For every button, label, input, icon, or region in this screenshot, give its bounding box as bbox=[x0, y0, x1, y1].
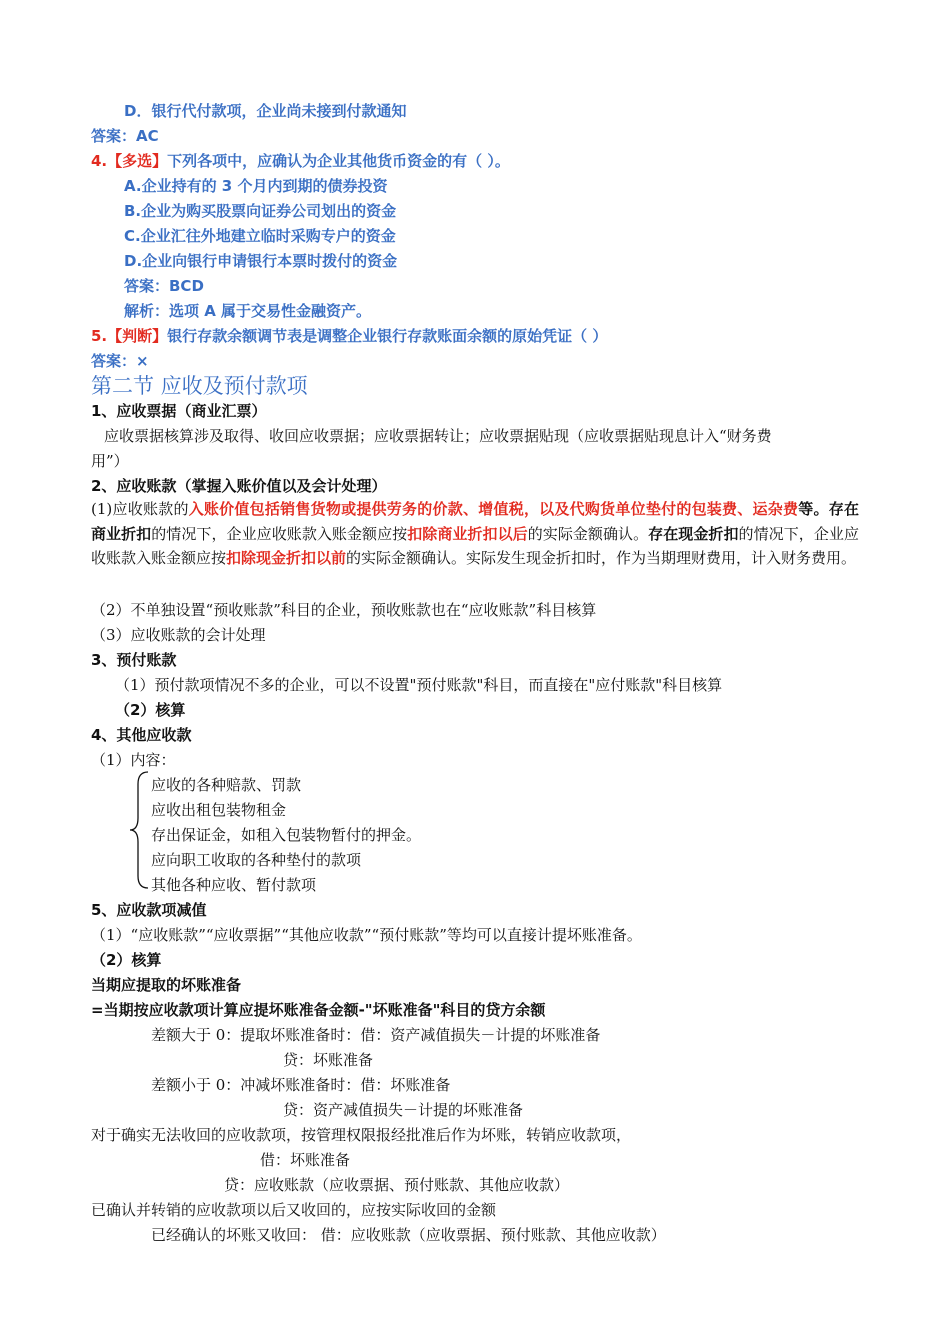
s1-heading: 1、应收票据（商业汇票） bbox=[91, 402, 267, 420]
s5-journal-line: 已确认并转销的应收款项以后又收回的，应按实际收回的金额 bbox=[91, 1201, 497, 1219]
s1-text-line1: 应收票据核算涉及取得、收回应收票据；应收票据转让；应收票据贴现（应收票据贴现息计入“财务费 bbox=[104, 427, 772, 445]
q5-stem: 银行存款余额调节表是调整企业银行存款账面余额的原始凭证（ ） bbox=[167, 327, 608, 345]
s2-paragraph-3: （3）应收账款的会计处理 bbox=[91, 626, 266, 644]
s3-paragraph-1: （1）预付款项情况不多的企业，可以不设置"预付账款"科目，而直接在"应付账款"科目核算 bbox=[115, 676, 723, 694]
s4-item: 存出保证金，如租入包装物暂付的押金。 bbox=[151, 826, 422, 844]
s1-text-line2: 用”） bbox=[91, 452, 129, 470]
s4-item: 应收出租包装物租金 bbox=[151, 801, 287, 819]
q4-option-c: C.企业汇往外地建立临时采购专户的资金 bbox=[124, 227, 396, 245]
q4-option-b: B.企业为购买股票向证券公司划出的资金 bbox=[124, 202, 397, 220]
q5-answer: 答案：× bbox=[91, 352, 149, 370]
s5-journal-line: 差额小于 0：冲减坏账准备时：借：坏账准备 bbox=[151, 1076, 451, 1094]
s2-text: 的情况下，企业应收账款入账金额应按 bbox=[91, 524, 859, 567]
q4-stem: 下列各项中，应确认为企业其他货币资金的有（ ）。 bbox=[167, 152, 510, 170]
q5-stem-line bbox=[91, 326, 607, 346]
s4-item: 其他各种应收、暂付款项 bbox=[151, 876, 317, 894]
s4-paragraph-1: （1）内容： bbox=[91, 751, 176, 769]
s2-text-bold: 等。 bbox=[798, 500, 829, 518]
s4-item: 应收的各种赔款、罚款 bbox=[151, 776, 302, 794]
s2-text: (1)应收账款的 bbox=[91, 500, 189, 518]
s5-journal-line: 贷：应收账款（应收票据、预付账款、其他应收款） bbox=[224, 1176, 570, 1194]
s5-journal-line: 贷：坏账准备 bbox=[283, 1051, 374, 1069]
q4-option-a: A.企业持有的 3 个月内到期的债券投资 bbox=[124, 177, 388, 195]
q4-stem-line bbox=[91, 151, 510, 171]
s4-item: 应向职工收取的各种垫付的款项 bbox=[151, 851, 362, 869]
s2-text: 的情况下，企业应收账款入账金额应按 bbox=[151, 524, 408, 543]
q4-option-d: D.企业向银行申请银行本票时拨付的资金 bbox=[124, 252, 398, 270]
s2-highlight-after-commercial-discount: 扣除商业折扣以后 bbox=[407, 524, 528, 543]
q4-tag: 【多选】 bbox=[107, 152, 168, 170]
q4-analysis: 解析：选项 A 属于交易性金融资产。 bbox=[124, 302, 372, 320]
q5-number: 5. bbox=[91, 327, 108, 345]
s3-paragraph-2: （2）核算 bbox=[115, 701, 186, 719]
s5-journal-line: 差额大于 0：提取坏账准备时：借：资产减值损失－计提的坏账准备 bbox=[151, 1026, 601, 1044]
s2-commercial-discount: 存在商业折扣 bbox=[91, 500, 859, 543]
s2-paragraph-1 bbox=[91, 497, 859, 571]
s5-formula-title: 当期应提取的坏账准备 bbox=[91, 976, 242, 994]
s2-paragraph-2: （2）不单独设置“预收账款”科目的企业，预收账款也在“应收账款”科目核算 bbox=[91, 601, 597, 619]
s5-paragraph-1: （1）“应收账款”“应收票据”“其他应收款”“预付账款”等均可以直接计提坏账准备。 bbox=[91, 926, 642, 944]
s3-heading: 3、预付账款 bbox=[91, 651, 177, 669]
q4-number: 4. bbox=[91, 152, 108, 170]
s2-text: 的实际金额确认。实际发生现金折扣时，作为当期理财费用，计入财务费用。 bbox=[346, 549, 857, 567]
s5-journal-line: 借：坏账准备 bbox=[260, 1151, 351, 1169]
s5-paragraph-2: （2）核算 bbox=[91, 951, 162, 969]
s4-heading: 4、其他应收款 bbox=[91, 726, 192, 744]
s2-text: 的实际金额确认。 bbox=[527, 524, 649, 543]
s5-journal-line: 对于确实无法收回的应收款项，按管理权限报经批准后作为坏账，转销应收款项， bbox=[91, 1126, 632, 1144]
q3-answer: 答案：AC bbox=[91, 127, 159, 145]
section-title: 第二节 应收及预付款项 bbox=[91, 374, 308, 398]
s2-highlight-entry-value: 入账价值包括销售货物或提供劳务的价款、增值税，以及代购货单位垫付的包装费、运杂费 bbox=[188, 500, 799, 518]
q4-answer: 答案：BCD bbox=[124, 277, 204, 295]
s5-formula: =当期按应收款项计算应提坏账准备金额-"坏账准备"科目的贷方余额 bbox=[91, 1001, 546, 1019]
s5-journal-line: 贷：资产减值损失－计提的坏账准备 bbox=[283, 1101, 524, 1119]
q5-tag: 【判断】 bbox=[107, 327, 168, 345]
s2-cash-discount: 存在现金折扣 bbox=[648, 524, 739, 543]
curly-brace-icon bbox=[128, 770, 152, 890]
s2-heading: 2、应收账款（掌握入账价值以及会计处理） bbox=[91, 477, 387, 495]
s5-heading: 5、应收款项减值 bbox=[91, 901, 207, 919]
s2-highlight-before-cash-discount: 扣除现金折扣以前 bbox=[226, 549, 347, 567]
s5-journal-line: 已经确认的坏账又收回： 借：应收账款（应收票据、预付账款、其他应收款） bbox=[151, 1226, 666, 1244]
q3-option-d: D．银行代付款项，企业尚未接到付款通知 bbox=[124, 102, 407, 120]
